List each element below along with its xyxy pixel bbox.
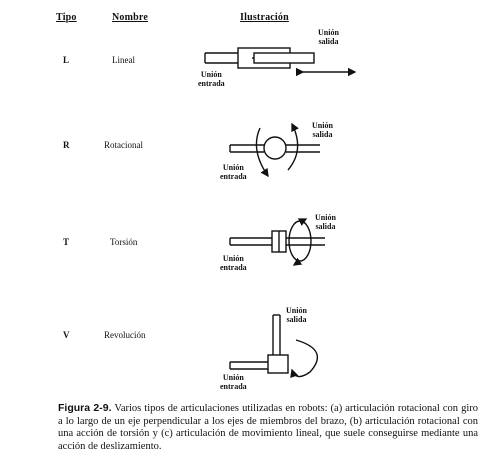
row-v-tipo: V	[63, 330, 70, 340]
row-l-entrada-label: Unión entrada	[198, 70, 225, 88]
row-t-tipo: T	[63, 237, 70, 247]
rotational-joint-icon	[230, 124, 320, 176]
row-l-tipo: L	[63, 55, 70, 65]
row-t-salida-label: Unión salida	[315, 213, 336, 231]
linear-joint-icon	[205, 48, 355, 72]
row-v-nombre: Revolución	[104, 330, 146, 340]
revolution-joint-icon	[230, 315, 317, 377]
figure-number: Figura 2-9.	[58, 402, 112, 414]
header-ilustracion: Ilustración	[240, 12, 289, 23]
header-tipo: Tipo	[56, 12, 77, 23]
header-nombre: Nombre	[112, 12, 149, 23]
row-t-entrada-label: Unión entrada	[220, 254, 247, 272]
row-r-nombre: Rotacional	[104, 140, 143, 150]
figure-caption	[58, 402, 478, 453]
row-r-entrada-label: Unión entrada	[220, 163, 247, 181]
row-r-tipo: R	[63, 140, 70, 150]
row-v-salida-label: Unión salida	[286, 306, 307, 324]
row-l-salida-label: Unión salida	[318, 28, 339, 46]
figure-caption-text: Varios tipos de articulaciones utilizadas en robots: (a) articulación rotacional con giro a lo largo de un eje perpendicular a los ejes de miembros del brazo, (b) articulación rotacional con una acción de torsión y (c) articulación de movimiento lineal, que suele conseguirse mediante una acción de deslizamiento.	[58, 403, 479, 452]
row-l-nombre: Lineal	[112, 55, 135, 65]
row-v-entrada-label: Unión entrada	[220, 373, 247, 391]
torsion-joint-icon	[230, 219, 325, 265]
row-t-nombre: Torsión	[110, 237, 138, 247]
row-r-salida-label: Unión salida	[312, 121, 333, 139]
